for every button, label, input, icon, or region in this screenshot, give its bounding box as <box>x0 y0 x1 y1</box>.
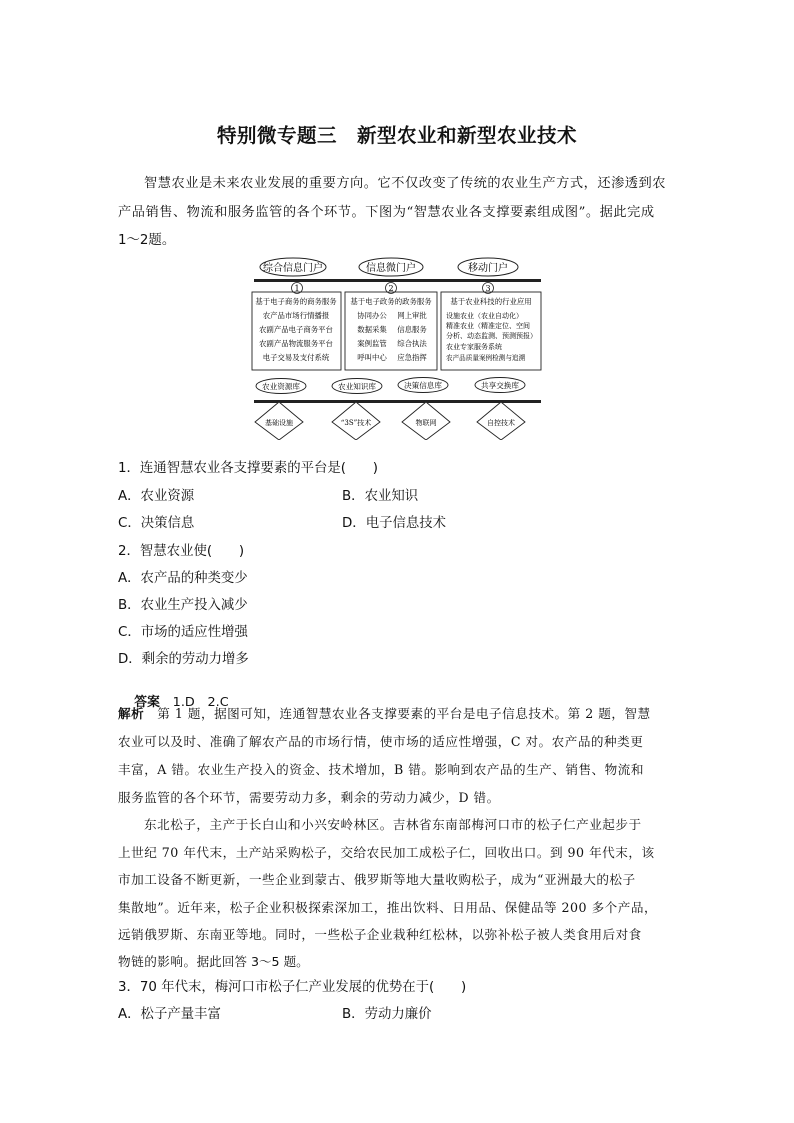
passage-line: 集散地”。近年来，松子企业积极探索深加工，推出饮料、日用品、保健品等 200 多个产品， <box>118 900 658 915</box>
analysis-line <box>118 703 651 722</box>
question-2-option-d: D．剩余的劳动力增多 <box>118 652 249 667</box>
foundation-label: 物联网 <box>415 419 437 427</box>
portal-integrated <box>260 258 326 276</box>
passage-text: 据此回答 3～5 题。 <box>196 954 309 969</box>
portal-label: 综合信息门户 <box>263 263 323 274</box>
foundation-infrastructure <box>255 402 303 440</box>
passage-line: 东北松子，主产于长白山和小兴安岭林区。吉林省东南部梅河口市的松子仁产业起步于 <box>144 817 642 832</box>
answer-label: 答案 <box>134 695 160 710</box>
question-2-stem: 2．智慧农业使( ) <box>118 544 245 559</box>
box-text: 设施农业（农业自动化） <box>446 312 523 320</box>
box-text: 信息服务 <box>397 325 427 334</box>
box-text: 数据采集 <box>357 325 387 334</box>
analysis-label: 解析 <box>118 706 145 721</box>
intro-text: 据此完成 <box>599 205 655 220</box>
database-label: 决策信息库 <box>404 381 442 390</box>
box-text: 农产品市场行情播报 <box>262 311 330 320</box>
passage-line: 远销俄罗斯、东南亚等地。同时，一些松子企业栽种红松林，以弥补松子被人类食用后对食 <box>118 927 642 942</box>
page-title: 特别微专题三 新型农业和新型农业技术 <box>216 124 577 147</box>
passage-line: 市加工设备不断更新，一些企业到蒙古、俄罗斯等地大量收购松子，成为“亚洲最大的松子 <box>118 872 636 887</box>
foundation-label: 基础设施 <box>265 419 293 427</box>
box-text: 分析、动态监测、预测预报） <box>446 332 537 340</box>
question-3-option-b: B．劳动力廉价 <box>342 1007 432 1022</box>
analysis-line: 丰富，A 错。农业生产投入的资金、技术增加，B 错。影响到农产品的生产、销售、物流和 <box>118 762 644 777</box>
database-knowledge <box>332 379 382 394</box>
analysis-line: 农业可以及时、准确了解农产品的市场行情，使市场的适应性增强，C 对。农产品的种类更 <box>118 734 644 749</box>
box-text: 农副产品电子商务平台 <box>259 325 333 334</box>
database-exchange <box>475 378 525 393</box>
question-3-stem: 3．70 年代末，梅河口市松子仁产业发展的优势在于( ) <box>118 980 467 995</box>
portal-label: 移动门户 <box>468 263 508 274</box>
box-text: 精准农业（精准定位、空间 <box>446 322 530 330</box>
database-resource <box>256 379 306 394</box>
analysis-line: 服务监管的各个环节，需要劳动力多，剩余的劳动力减少，D 错。 <box>118 790 500 805</box>
question-1-stem: 1．连通智慧农业各支撑要素的平台是( ) <box>118 461 378 476</box>
foundation-3s <box>332 402 380 440</box>
box-text: 基于农业科技的行业应用 <box>450 297 532 306</box>
box-text: 基于电子商务的商务服务 <box>255 297 337 306</box>
question-1-option-c: C．决策信息 <box>118 516 195 531</box>
passage-text: 物链的影响。 <box>118 954 197 969</box>
database-decision <box>398 378 448 393</box>
box-text: 农副产品物流服务平台 <box>259 339 333 348</box>
box-text: 协同办公 <box>357 311 387 320</box>
box-text: 呼叫中心 <box>357 353 387 362</box>
intro-line <box>118 201 655 220</box>
intro-line: 1～2题。 <box>118 233 176 248</box>
box-technology <box>441 292 541 370</box>
database-label: 农业知识库 <box>338 382 376 391</box>
foundation-iot <box>402 402 450 440</box>
question-2-option-b: B．农业生产投入减少 <box>118 598 248 613</box>
top-bar <box>254 279 541 282</box>
box-text: 农业专家服务系统 <box>446 343 502 351</box>
box-text: 电子交易及支付系统 <box>262 353 330 362</box>
portal-micro <box>359 258 423 276</box>
box-text: 农产品质量案例检测与追溯 <box>446 354 526 362</box>
portal-label: 信息微门户 <box>366 263 416 274</box>
circle-number-text: 3 <box>485 284 491 293</box>
box-commerce <box>252 292 341 370</box>
foundation-label: “3S”技术 <box>340 419 372 427</box>
box-government <box>345 292 437 370</box>
analysis-text: 第 1 题，据图可知，连通智慧农业各支撑要素的平台是电子信息技术。第 2 题，智慧 <box>157 706 651 721</box>
foundation-automation <box>477 402 525 440</box>
intro-text: 产品销售、物流和服务监管的各个环节。下图为“智慧农业各支撑要素组成图”。 <box>118 205 600 220</box>
question-2-option-a: A．农产品的种类变少 <box>118 571 248 586</box>
box-text: 案例监管 <box>357 339 387 348</box>
question-1-option-d: D．电子信息技术 <box>342 516 447 531</box>
bottom-bar <box>254 400 541 403</box>
intro-line: 智慧农业是未来农业发展的重要方向。它不仅改变了传统的农业生产方式，还渗透到农 <box>144 176 667 191</box>
question-2-option-c: C．市场的适应性增强 <box>118 625 248 640</box>
database-label: 农业资源库 <box>262 382 300 391</box>
question-3-option-a: A．松子产量丰富 <box>118 1007 221 1022</box>
smart-agriculture-diagram <box>250 254 545 440</box>
passage-line <box>118 951 309 970</box>
box-text: 网上审批 <box>397 311 427 320</box>
portal-mobile <box>458 258 518 276</box>
box-text: 应急指挥 <box>397 353 427 362</box>
foundation-label: 自控技术 <box>487 419 515 427</box>
passage-line: 上世纪 70 年代末，土产站采购松子，交给农民加工成松子仁，回收出口。到 90 年代末，该 <box>118 845 655 860</box>
database-label: 共享交换库 <box>481 381 519 390</box>
answer-text: 1.D 2.C <box>172 695 229 710</box>
circle-number-text: 2 <box>388 284 394 293</box>
box-text: 基于电子政务的政务服务 <box>350 297 432 306</box>
question-1-option-b: B．农业知识 <box>342 489 419 504</box>
circle-number-text: 1 <box>294 284 300 293</box>
box-text: 综合执法 <box>397 339 427 348</box>
question-1-option-a: A．农业资源 <box>118 489 195 504</box>
